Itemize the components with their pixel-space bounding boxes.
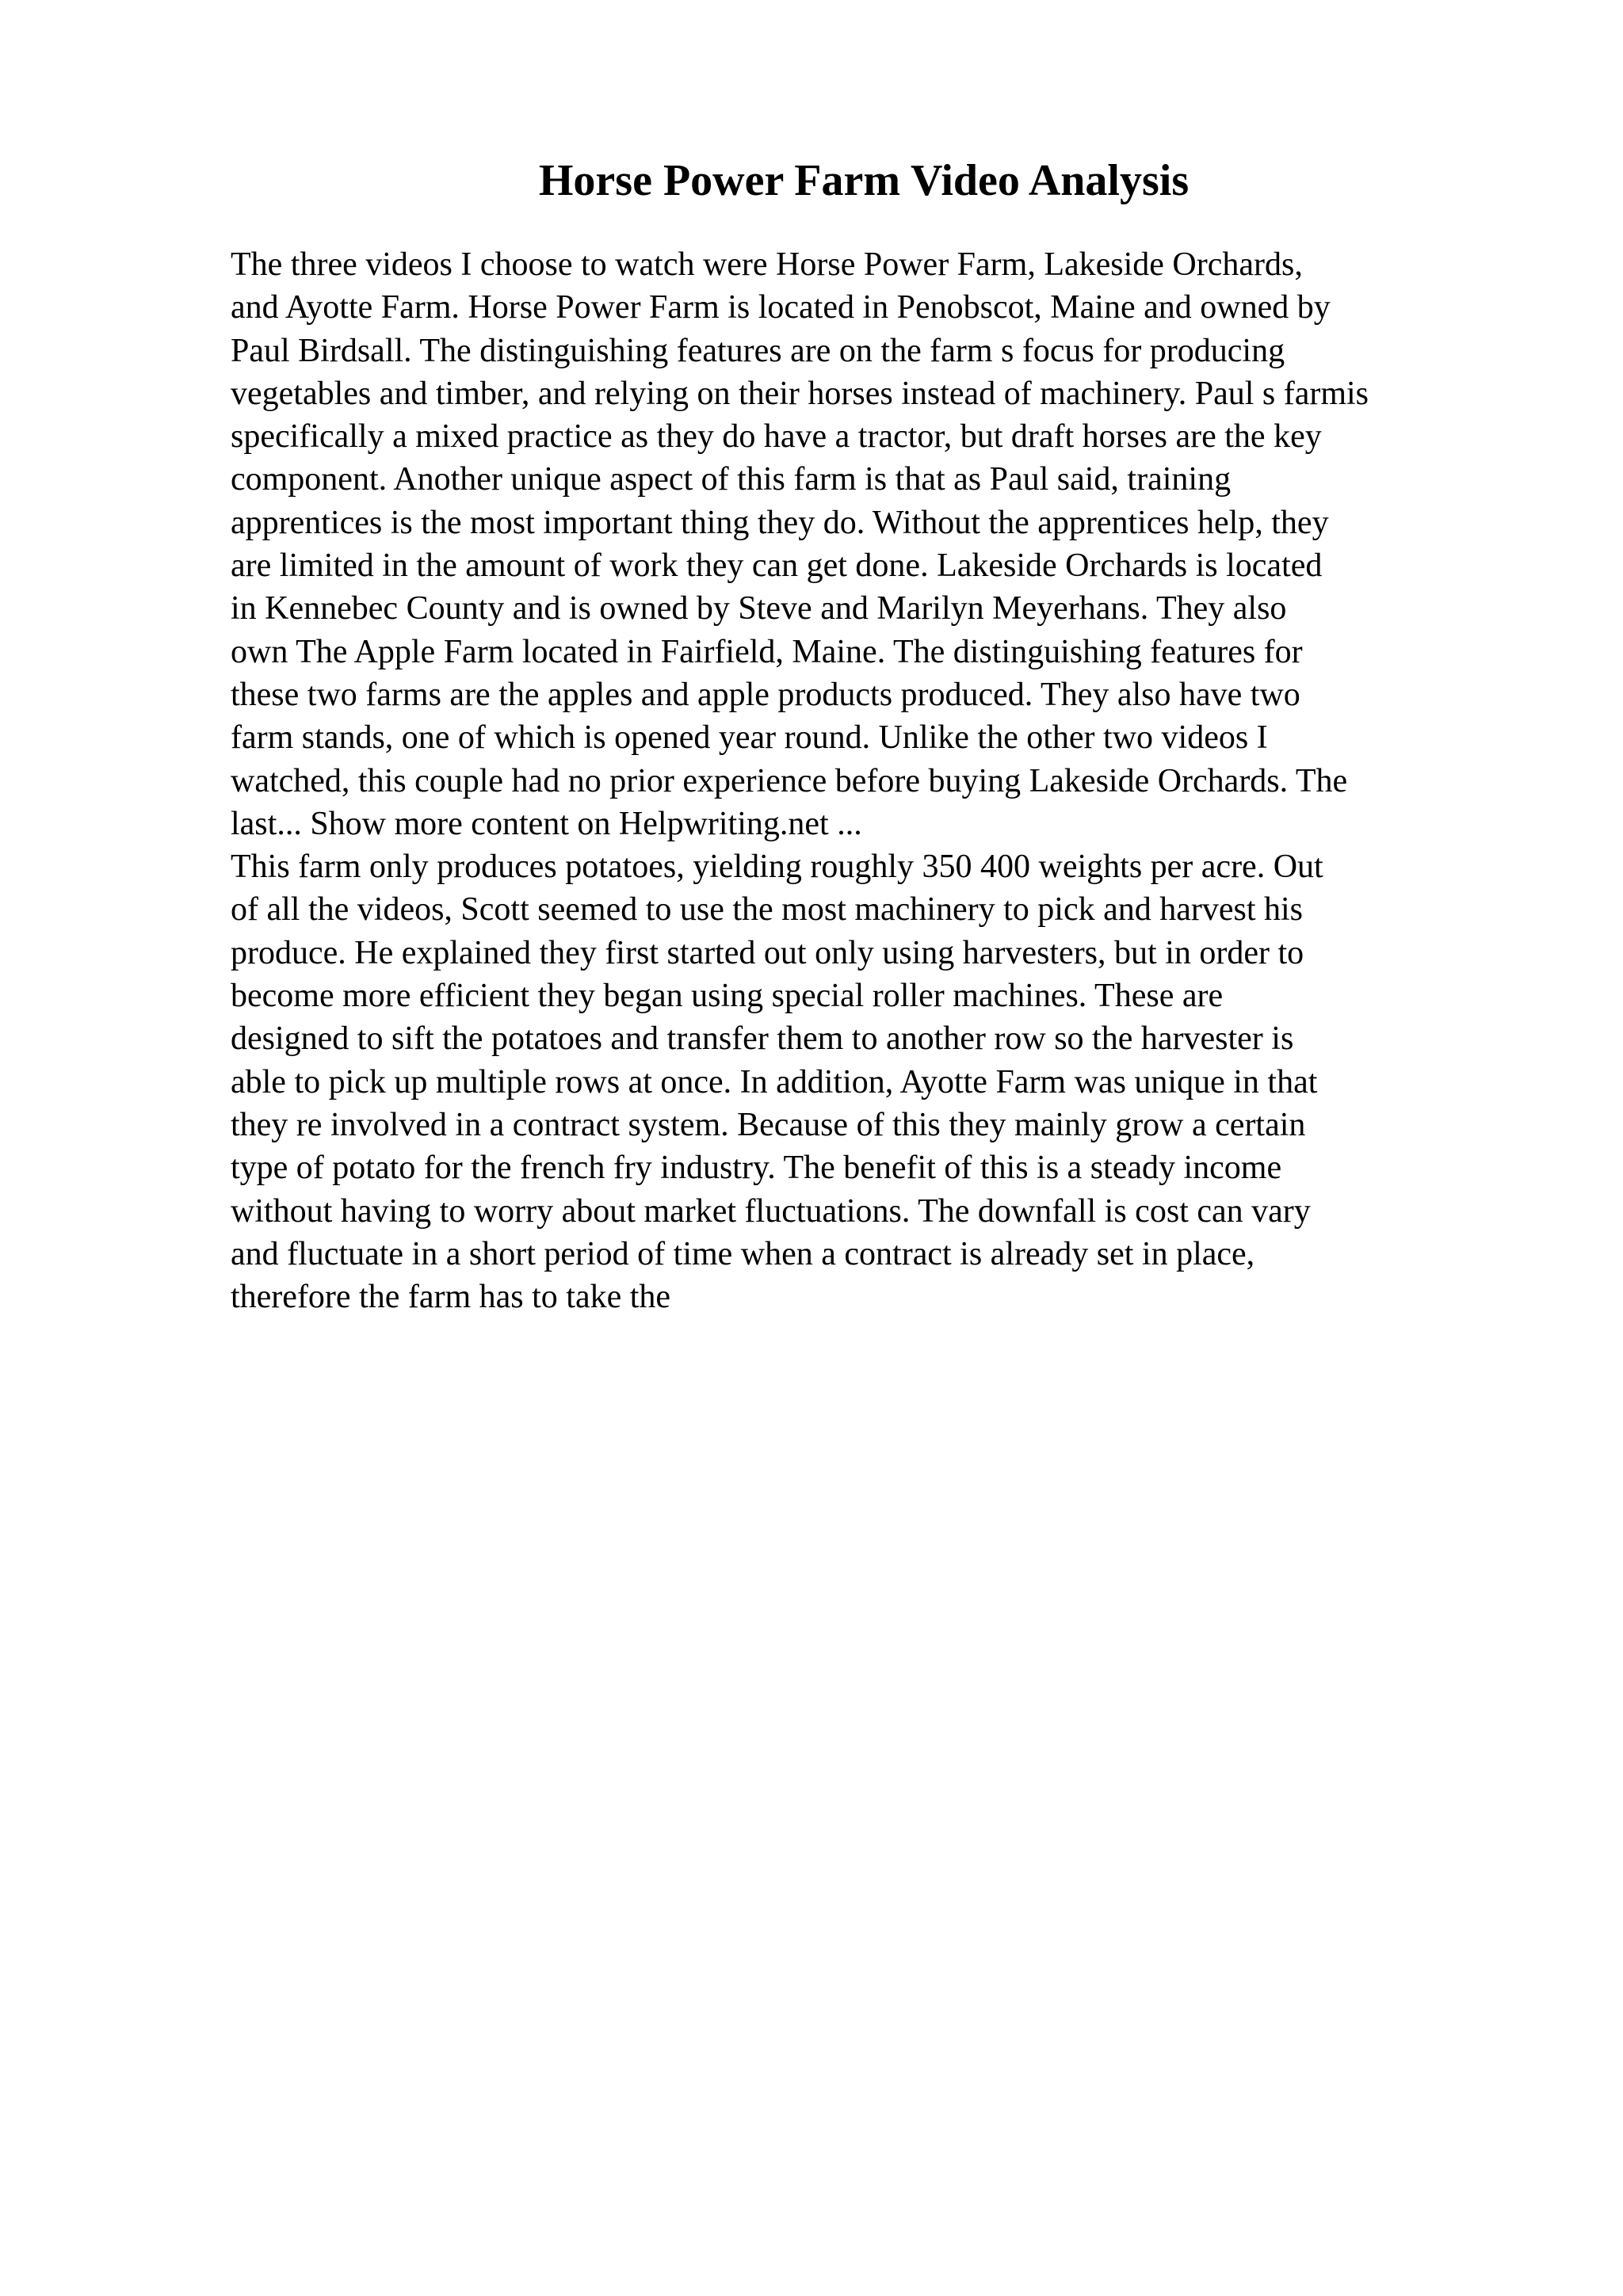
text-line: specifically a mixed practice as they do have a tractor, but draft horses are the key [231,418,1322,456]
text-line: Paul Birdsall. The distinguishing features are on the farm s focus for producing [231,332,1285,369]
text-line: become more efficient they began using special roller machines. These are [231,978,1224,1015]
text-line: and Ayotte Farm. Horse Power Farm is located in Penobscot, Maine and owned by [231,289,1331,326]
text-line: are limited in the amount of work they can get done. Lakeside Orchards is located [231,547,1323,585]
text-line: apprentices is the most important thing they do. Without the apprentices help, they [231,504,1329,541]
text-line: without having to worry about market fluctuations. The downfall is cost can vary [231,1192,1311,1230]
text-line: in Kennebec County and is owned by Steve and Marilyn Meyerhans. They also [231,590,1287,627]
text-line: vegetables and timber, and relying on their horses instead of machinery. Paul s farmis [231,375,1369,412]
text-line: component. Another unique aspect of this farm is that as Paul said, training [231,461,1232,498]
text-line: they re involved in a contract system. Because of this they mainly grow a certain [231,1106,1306,1143]
document-title: Horse Power Farm Video Analysis [538,156,1190,205]
text-line: of all the videos, Scott seemed to use the most machinery to pick and harvest his [231,891,1304,929]
text-line: these two farms are the apples and apple products produced. They also have two [231,676,1300,713]
document-body [231,243,1499,1318]
text-line: able to pick up multiple rows at once. In addition, Ayotte Farm was unique in that [231,1063,1318,1100]
text-line: produce. He explained they first started out only using harvesters, but in order to [231,934,1304,971]
text-line: The three videos I choose to watch were Horse Power Farm, Lakeside Orchards, [231,246,1303,283]
text-line: therefore the farm has to take the [231,1279,671,1316]
text-line: watched, this couple had no prior experience before buying Lakeside Orchards. The [231,762,1348,799]
show-more-line: last... Show more content on Helpwriting.net ... [231,805,862,842]
text-line: This farm only produces potatoes, yielding roughly 350 400 weights per acre. Out [231,849,1323,886]
text-line: own The Apple Farm located in Fairfield, Maine. The distinguishing features for [231,633,1303,670]
text-line: designed to sift the potatoes and transfer them to another row so the harvester is [231,1020,1294,1058]
text-line: and fluctuate in a short period of time when a contract is already set in place, [231,1235,1255,1272]
text-line: farm stands, one of which is opened year round. Unlike the other two videos I [231,719,1268,757]
text-line: type of potato for the french fry industry. The benefit of this is a steady income [231,1150,1282,1187]
